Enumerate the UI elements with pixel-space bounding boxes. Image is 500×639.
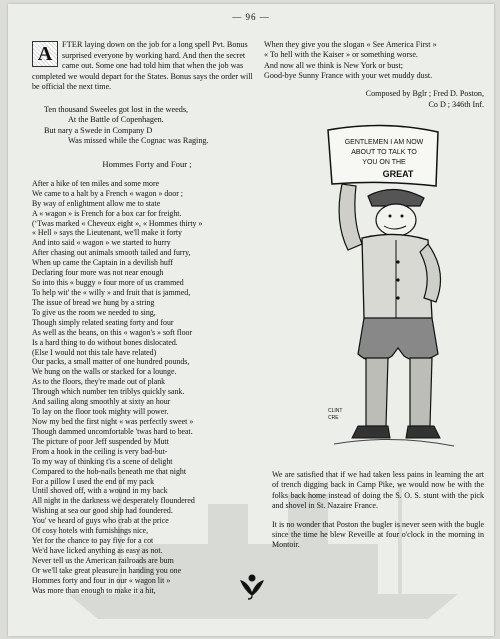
page-number: — 96 — xyxy=(232,12,270,22)
poem-line: The issue of bread we hung by a string xyxy=(32,297,155,307)
poem-line: Declaring four more was not near enough xyxy=(32,268,164,278)
poem-line: And now all we think is New York or bust; xyxy=(264,60,403,70)
poem-line: Compared to the hob-nails beneath me that night xyxy=(32,466,187,476)
poem-line: Or we'll take great pleasure in handing you one xyxy=(32,565,182,575)
poem-title: Hommes Forty and Four ; xyxy=(102,158,192,169)
poem-line: Never tell us the American railroads are bum xyxy=(32,555,174,565)
poem-line: From a hook in the ceiling is very bad-but- xyxy=(32,446,168,456)
poem-line: To my way of thinking t'is a scene of delight xyxy=(32,456,173,466)
sign-line-3: YOU ON THE xyxy=(362,159,406,166)
poem-line: After chasing out animals smooth tailed and furry, xyxy=(32,248,191,258)
poem-line: To lay on the floor took mighty will power. xyxy=(32,407,169,417)
poem-line: Was more than enough to make it a hit, xyxy=(32,585,156,595)
poem-body xyxy=(32,179,262,596)
poem-line: Until shoved off, with a wound in my back xyxy=(32,486,168,496)
poem-line: For a pillow I used the end of my pack xyxy=(32,476,155,486)
poem-line: « Hell » says the Lieutenant, we'll make it forty xyxy=(32,228,182,238)
artist-signature-2: CRE xyxy=(328,415,339,421)
verse-line: Was missed while the Cognac was Raging. xyxy=(68,136,209,146)
poem-line: After a hike of ten miles and some more xyxy=(32,178,160,188)
poem-line: We'd have licked anything as easy as not. xyxy=(32,545,163,555)
artist-signature-1: CLINT xyxy=(328,408,343,414)
poem-line: We came to a halt by a French « wagon » door ; xyxy=(32,188,183,198)
poem-line: Our packs, a small matter of one hundred pounds, xyxy=(32,357,190,367)
poem-line: You' ve heard of guys who crab at the price xyxy=(32,516,169,526)
poem-line: When they give you the slogan « See America First » xyxy=(264,40,437,49)
poem-line: Yet for the chance to pay five for a cot xyxy=(32,536,154,546)
sign-line-1: GENTLEMEN I AM NOW xyxy=(344,139,424,146)
sign-line-4: GREAT xyxy=(382,169,414,179)
floral-ornament-icon xyxy=(234,570,270,600)
poem-line: Hommes forty and four in our « wagon lit » xyxy=(32,575,171,585)
sign-line-2: ABOUT TO TALK TO xyxy=(351,149,417,156)
swede-verse xyxy=(32,105,262,147)
verse-line: At the Battle of Copenhagen. xyxy=(68,115,164,125)
paragraph: It is no wonder that Poston the bugler is never seen with the bugle since the time he blew Reveille at four o'clock in the morning in Montoir. xyxy=(272,519,484,550)
poem-line: When up came the Captain in a devilish huff xyxy=(32,258,173,268)
poem-line: Now my bed the first night « was perfectly sweet » xyxy=(32,417,194,426)
poem-line: Good-bye Sunny France with your wet muddy dust. xyxy=(264,70,433,80)
poem-line: Wishing at sea our good ship had foundered. xyxy=(32,506,173,516)
poem-line: (‘Twas marked « Cheveux eight », « Hommes thirty » xyxy=(32,218,203,228)
poem-line: And sailing along smoothly at sixty an hour xyxy=(32,397,171,407)
poem-line: « To hell with the Kaiser » or something worse. xyxy=(264,50,418,60)
poem-line: Through which number ten triblys quickly sank. xyxy=(32,387,185,397)
composed-unit: Co D ; 346th Inf. xyxy=(428,99,484,109)
intro-first-word: FTER xyxy=(62,40,83,49)
poem-line: We hung on the walls or stacked for a lounge. xyxy=(32,367,177,377)
decorative-dropcap: A xyxy=(32,41,58,67)
intro-paragraph xyxy=(32,40,262,93)
poem-line: As well as the beans, on this « wagon's » soft floor xyxy=(32,327,193,337)
poem-line: As to the floors, they're made out of plank xyxy=(32,377,166,387)
closing-paragraphs xyxy=(272,470,484,559)
right-column xyxy=(264,40,484,550)
poem-line: All night in the darkness we desperately floundered xyxy=(32,496,195,506)
poem-line: A « wagon » is French for a box car for freight. xyxy=(32,208,182,218)
poem-line: To help wit' the « willy » and fruit that is jammed, xyxy=(32,288,191,298)
poem-line: Though dammed uncomfortable 'twas hard to beat. xyxy=(32,426,193,436)
verse-line: Ten thousand Sweeles got lost in the weeds, xyxy=(44,104,189,114)
intro-text: laying down on the job for a long spell Pvt. Bonus surprised everyone by working hard. And then the secret came out. Some one had told him that when the job was completed we would depart for the States. Bonus says the order will be official the next time. xyxy=(32,40,253,91)
poem-line: The picture of poor Jeff suspended by Mutt xyxy=(32,436,169,446)
poem-closing-lines xyxy=(264,40,484,81)
verse-line: But nary a Swede in Company D xyxy=(44,125,153,135)
poem-credit xyxy=(264,89,484,110)
poem-line: Is a hard thing to do without bones dislocated. xyxy=(32,337,178,347)
magazine-page xyxy=(8,4,494,636)
poem-line: So into this « buggy » four more of us crammed xyxy=(32,278,184,288)
paragraph: We are satisfied that if we had taken less pains in learning the art of trench digging back in Camp Pike, we would now be with the folks back home instead of doing the S. O. S. stunt with the pick and shovel in St. Nazaire France. xyxy=(272,470,484,511)
composed-by: Composed by Bglr ; Fred D. Poston, xyxy=(365,89,484,99)
poem-line: Though simply related seating forty and four xyxy=(32,317,174,327)
poem-line: By way of enlightment allow me to state xyxy=(32,198,161,208)
soldier-cartoon-illustration xyxy=(314,122,464,462)
poem-line: And into said « wagon » we started to hurry xyxy=(32,238,171,248)
poem-line: To give us the room we needed to sing, xyxy=(32,307,156,317)
left-column xyxy=(32,40,262,596)
poem-line: Of cosy hotels with furnishings nice, xyxy=(32,526,149,536)
poem-line: (Else I would not this tale have related) xyxy=(32,347,157,357)
